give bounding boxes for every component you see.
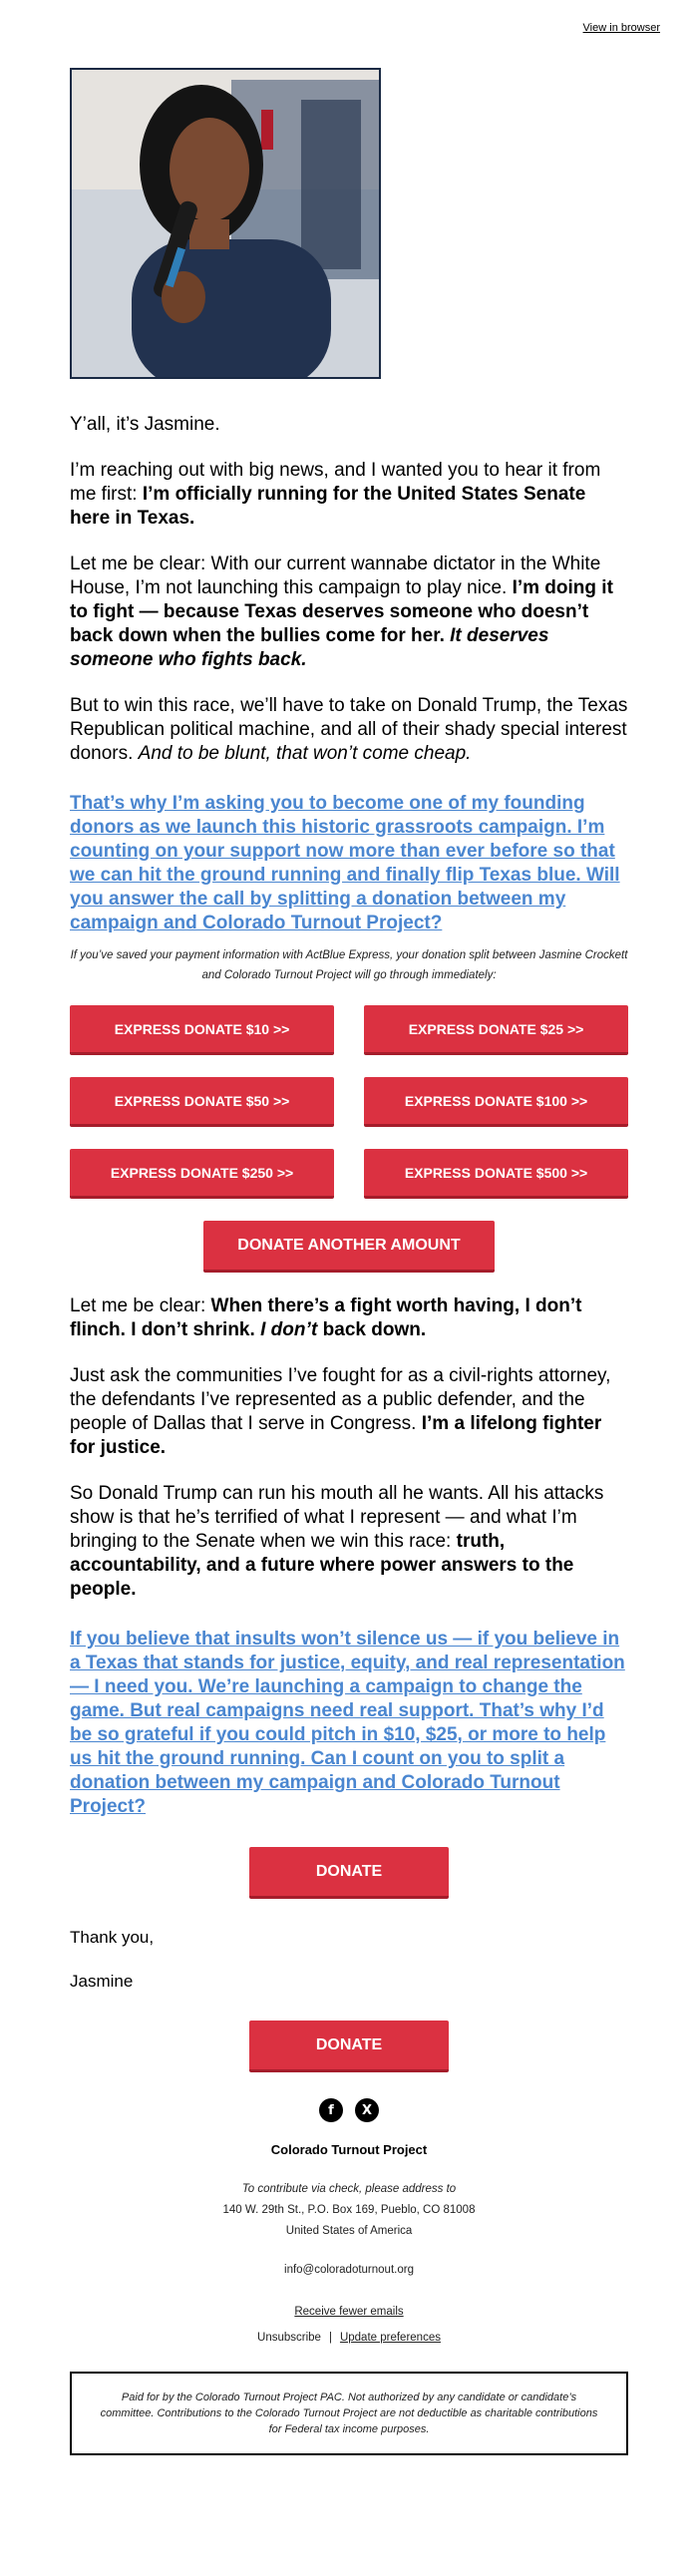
win-race-italic: And to be blunt, that won’t come cheap. xyxy=(138,743,472,764)
fight-bold-end: back down. xyxy=(317,1319,427,1340)
top-bar xyxy=(0,0,698,60)
fight-text: Let me be clear: xyxy=(70,1295,211,1316)
express-donate-grid xyxy=(70,1005,628,1199)
paragraph-communities xyxy=(70,1364,628,1460)
communities-bold: I’m a lifelong fighter for justice. xyxy=(70,1413,602,1458)
fight-bold-italic: I don’t xyxy=(260,1319,318,1340)
win-race-text: But to win this race, we’ll have to take on Donald Trump, the Texas Republican political machine, and all of their shady special interest donors. xyxy=(70,695,628,764)
express-donate-50-button[interactable]: EXPRESS DONATE $50 >> xyxy=(70,1077,334,1127)
greeting: Y’all, it’s Jasmine. xyxy=(70,414,220,435)
paragraph-trump xyxy=(70,1482,628,1602)
trump-text: So Donald Trump can run his mouth all he wants. All his attacks show is that he’s terrified of what I represent — and what I’m bringing to the Senate when we win this race: xyxy=(70,1483,604,1552)
paragraph-announcement xyxy=(70,459,628,531)
donate-button[interactable]: DONATE xyxy=(249,1847,449,1899)
express-donate-500-button[interactable]: EXPRESS DONATE $500 >> xyxy=(364,1149,628,1199)
unsubscribe-row xyxy=(70,2332,628,2344)
clear-bold: I’m doing it to fight — because Texas deserves someone who doesn’t back down when the bullies come for her. xyxy=(70,577,613,646)
signature: Jasmine xyxy=(70,1972,134,1991)
paragraph-win-race xyxy=(70,694,628,766)
thank-you: Thank you, xyxy=(70,1928,155,1947)
facebook-icon[interactable]: f xyxy=(319,2098,343,2122)
fight-bold: When there’s a fight worth having, I don’t flinch. I don’t shrink. xyxy=(70,1295,582,1340)
clear-bold-italic: It deserves someone who fights back. xyxy=(70,625,549,670)
view-in-browser-link[interactable]: View in browser xyxy=(582,22,660,34)
donate-another-amount-button[interactable]: DONATE ANOTHER AMOUNT xyxy=(203,1221,495,1273)
social-links xyxy=(70,2098,628,2122)
donate-button-2[interactable]: DONATE xyxy=(249,2021,449,2072)
candidate-photo xyxy=(70,68,381,379)
express-donate-25-button[interactable]: EXPRESS DONATE $25 >> xyxy=(364,1005,628,1055)
country: United States of America xyxy=(285,2225,413,2237)
update-preferences-link[interactable]: Update preferences xyxy=(339,2332,441,2344)
trump-bold: truth, accountability, and a future where power answers to the people. xyxy=(70,1531,574,1600)
express-donate-10-button[interactable]: EXPRESS DONATE $10 >> xyxy=(70,1005,334,1055)
check-note: To contribute via check, please address to xyxy=(241,2183,457,2195)
contact-email[interactable]: info@coloradoturnout.org xyxy=(284,2264,414,2276)
express-note: If you’ve saved your payment information with ActBlue Express, your donation split between Jasmine Crockett and Colorado Turnout Project will go through immediately: xyxy=(70,949,628,981)
x-icon[interactable]: X xyxy=(355,2098,379,2122)
paid-for-disclaimer: Paid for by the Colorado Turnout Project PAC. Not authorized by any candidate or candidate’s committee. Contributions to the Colorado Turnout Project are not deductible as charitable contributions for Federal tax income purposes. xyxy=(70,2372,628,2455)
candidate-photo-illustration xyxy=(72,70,381,379)
org-name: Colorado Turnout Project xyxy=(270,2142,428,2157)
address-line: 140 W. 29th St., P.O. Box 169, Pueblo, CO 81008 xyxy=(222,2204,476,2216)
separator: | xyxy=(328,2332,332,2344)
announcement-text: I’m reaching out with big news, and I wanted you to hear it from me first: xyxy=(70,460,601,505)
express-donate-250-button[interactable]: EXPRESS DONATE $250 >> xyxy=(70,1149,334,1199)
email-content xyxy=(0,68,698,2455)
paragraph-fight xyxy=(70,1294,628,1342)
express-donate-100-button[interactable]: EXPRESS DONATE $100 >> xyxy=(364,1077,628,1127)
mailing-address xyxy=(70,2179,628,2242)
communities-text: Just ask the communities I’ve fought for as a civil-rights attorney, the defendants I’ve represented as a public defender, and the people of Dallas that I serve in Congress. xyxy=(70,1365,611,1434)
clear-text: Let me be clear: With our current wannabe dictator in the White House, I’m not launching this campaign to play nice. xyxy=(70,553,601,598)
paragraph-clear xyxy=(70,552,628,672)
announcement-bold: I’m officially running for the United States Senate here in Texas. xyxy=(70,484,586,529)
insults-link[interactable]: If you believe that insults won’t silence us — if you believe in a Texas that stands for justice, equity, and real representation — I need you. We’re launching a campaign to change the game. But real campaigns need real support. That’s why I’d be so grateful if you could pitch in $10, $25, or more to help us hit the ground running. Can I count on you to split a donation between my campaign and Colorado Turnout Project? xyxy=(70,1629,625,1817)
unsubscribe-link[interactable]: Unsubscribe xyxy=(257,2332,321,2344)
founding-donor-link[interactable]: That’s why I’m asking you to become one of my founding donors as we launch this historic grassroots campaign. I’m counting on your support now more than ever before so that we can hit the ground running and finally flip Texas blue. Will you answer the call by splitting a donation between my campaign and Colorado Turnout Project? xyxy=(70,793,620,933)
receive-fewer-emails-link[interactable]: Receive fewer emails xyxy=(294,2306,404,2318)
